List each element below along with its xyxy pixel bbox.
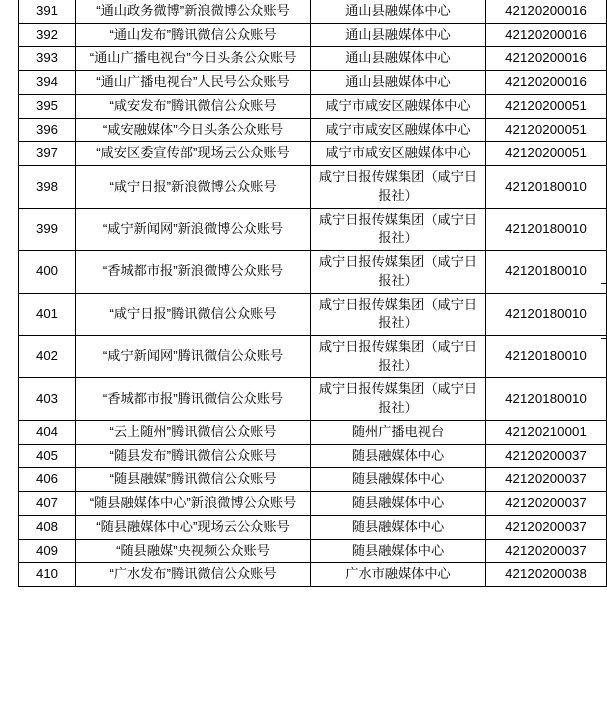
row-number: 410 — [19, 563, 76, 587]
account-organization: 通山县融媒体中心 — [311, 71, 486, 95]
account-organization: 随县融媒体中心 — [311, 515, 486, 539]
row-number: 395 — [19, 94, 76, 118]
account-organization: 随县融媒体中心 — [311, 444, 486, 468]
row-number: 392 — [19, 23, 76, 47]
account-organization: 咸宁日报传媒集团（咸宁日报社） — [311, 336, 486, 378]
row-number: 402 — [19, 336, 76, 378]
license-code: 42120200016 — [486, 71, 607, 95]
row-number: 394 — [19, 71, 76, 95]
table-row — [19, 293, 607, 335]
account-organization: 咸宁日报传媒集团（咸宁日报社） — [311, 378, 486, 420]
account-name: “咸宁日报”新浪微博公众账号 — [76, 166, 311, 208]
account-name: “随县发布”腾讯微信公众账号 — [76, 444, 311, 468]
license-code: 42120180010 — [486, 293, 607, 335]
account-name: “咸宁新闻网”腾讯微信公众账号 — [76, 336, 311, 378]
account-organization: 咸宁市咸安区融媒体中心 — [311, 142, 486, 166]
row-number: 409 — [19, 539, 76, 563]
license-code: 42120200037 — [486, 515, 607, 539]
license-code: 42120200016 — [486, 0, 607, 23]
account-name: “通山政务微博”新浪微博公众账号 — [76, 0, 311, 23]
account-name: “通山广播电视台”今日头条公众账号 — [76, 47, 311, 71]
account-name: “广水发布”腾讯微信公众账号 — [76, 563, 311, 587]
account-name: “香城都市报”新浪微博公众账号 — [76, 251, 311, 293]
row-number: 393 — [19, 47, 76, 71]
table-row — [19, 515, 607, 539]
account-organization: 咸宁日报传媒集团（咸宁日报社） — [311, 166, 486, 208]
table-row — [19, 378, 607, 420]
row-number: 396 — [19, 118, 76, 142]
registration-table — [18, 0, 607, 587]
row-number: 405 — [19, 444, 76, 468]
account-organization: 通山县融媒体中心 — [311, 23, 486, 47]
row-number: 408 — [19, 515, 76, 539]
row-number: 407 — [19, 492, 76, 516]
license-code: 42120200016 — [486, 23, 607, 47]
row-number: 406 — [19, 468, 76, 492]
table-row — [19, 0, 607, 23]
license-code: 42120180010 — [486, 336, 607, 378]
table-row — [19, 23, 607, 47]
account-name: “咸宁日报”腾讯微信公众账号 — [76, 293, 311, 335]
row-number: 398 — [19, 166, 76, 208]
table-row — [19, 468, 607, 492]
account-name: “随县融媒体中心”新浪微博公众账号 — [76, 492, 311, 516]
account-name: “随县融媒”腾讯微信公众账号 — [76, 468, 311, 492]
row-number: 404 — [19, 420, 76, 444]
license-code: 42120200051 — [486, 142, 607, 166]
account-organization: 通山县融媒体中心 — [311, 0, 486, 23]
table-row — [19, 492, 607, 516]
license-code: 42120200051 — [486, 94, 607, 118]
license-code: 42120180010 — [486, 208, 607, 250]
account-organization: 咸宁市咸安区融媒体中心 — [311, 94, 486, 118]
account-organization: 随县融媒体中心 — [311, 492, 486, 516]
row-number: 399 — [19, 208, 76, 250]
account-organization: 通山县融媒体中心 — [311, 47, 486, 71]
account-name: “通山发布”腾讯微信公众账号 — [76, 23, 311, 47]
row-number: 391 — [19, 0, 76, 23]
account-name: “通山广播电视台”人民号公众账号 — [76, 71, 311, 95]
account-organization: 广水市融媒体中心 — [311, 563, 486, 587]
license-code: 42120180010 — [486, 251, 607, 293]
table-row — [19, 47, 607, 71]
account-name: “咸安区委宣传部”现场云公众账号 — [76, 142, 311, 166]
license-code: 42120210001 — [486, 420, 607, 444]
row-number: 401 — [19, 293, 76, 335]
account-organization: 咸宁市咸安区融媒体中心 — [311, 118, 486, 142]
account-organization: 咸宁日报传媒集团（咸宁日报社） — [311, 293, 486, 335]
table-row — [19, 336, 607, 378]
account-name: “随县融媒体中心”现场云公众账号 — [76, 515, 311, 539]
license-code: 42120200051 — [486, 118, 607, 142]
table-row — [19, 208, 607, 250]
scan-artifact-mark — [601, 283, 607, 284]
account-name: “咸安发布”腾讯微信公众账号 — [76, 94, 311, 118]
table-row — [19, 166, 607, 208]
account-name: “咸安融媒体”今日头条公众账号 — [76, 118, 311, 142]
table-row — [19, 71, 607, 95]
account-organization: 随县融媒体中心 — [311, 468, 486, 492]
license-code: 42120200016 — [486, 47, 607, 71]
row-number: 397 — [19, 142, 76, 166]
scan-artifact-mark — [601, 338, 607, 339]
license-code: 42120200037 — [486, 539, 607, 563]
account-name: “云上随州”腾讯微信公众账号 — [76, 420, 311, 444]
row-number: 403 — [19, 378, 76, 420]
account-name: “随县融媒”央视频公众账号 — [76, 539, 311, 563]
license-code: 42120180010 — [486, 166, 607, 208]
table-row — [19, 420, 607, 444]
table-row — [19, 444, 607, 468]
account-organization: 随县融媒体中心 — [311, 539, 486, 563]
account-organization: 随州广播电视台 — [311, 420, 486, 444]
license-code: 42120200037 — [486, 492, 607, 516]
table-row — [19, 563, 607, 587]
license-code: 42120200037 — [486, 444, 607, 468]
table-row — [19, 142, 607, 166]
table-row — [19, 539, 607, 563]
table-body — [19, 0, 607, 587]
account-organization: 咸宁日报传媒集团（咸宁日报社） — [311, 251, 486, 293]
license-code: 42120180010 — [486, 378, 607, 420]
row-number: 400 — [19, 251, 76, 293]
license-code: 42120200038 — [486, 563, 607, 587]
table-row — [19, 251, 607, 293]
table-row — [19, 94, 607, 118]
account-organization: 咸宁日报传媒集团（咸宁日报社） — [311, 208, 486, 250]
license-code: 42120200037 — [486, 468, 607, 492]
table-row — [19, 118, 607, 142]
account-name: “香城都市报”腾讯微信公众账号 — [76, 378, 311, 420]
account-name: “咸宁新闻网”新浪微博公众账号 — [76, 208, 311, 250]
